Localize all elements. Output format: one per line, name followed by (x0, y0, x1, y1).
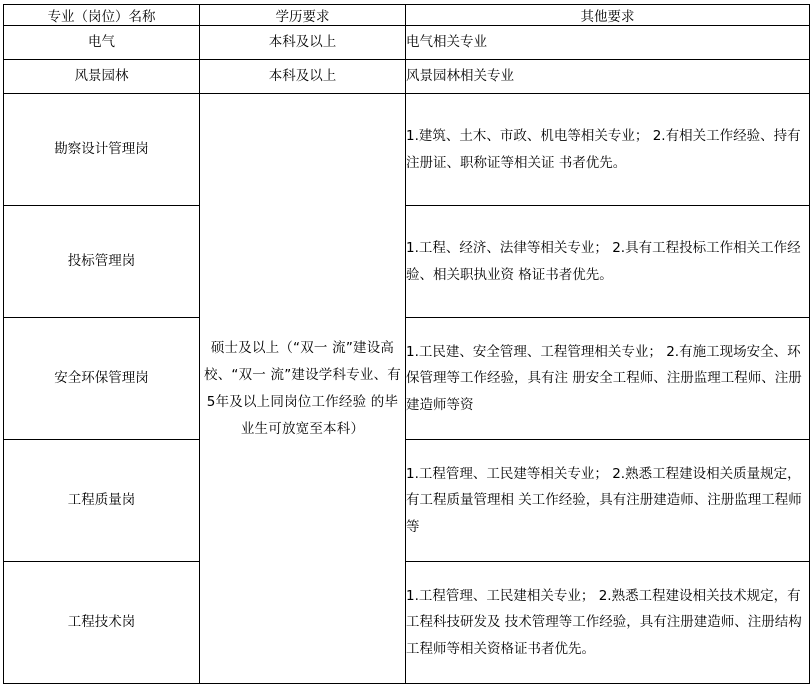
degree-line: 硕士及以上（“双一 (210, 339, 328, 356)
table-row (4, 318, 810, 440)
table-row (4, 94, 810, 206)
header-other: 其他要求 (406, 5, 810, 26)
cell-major: 勘察设计管理岗 (4, 94, 200, 206)
cell-other (406, 562, 810, 684)
cell-other (406, 440, 810, 562)
requirement-line: 工程师等相关资格证书者优先。 (406, 640, 595, 657)
header-major: 专业（岗位）名称 (4, 5, 200, 26)
degree-line: 流”建设高校、“双一 (204, 339, 395, 383)
table-row (4, 60, 810, 94)
cell-degree: 本科及以上 (200, 26, 406, 60)
requirement-line: 2.有施工现场安全、环保管理等工作经验，具有注 (406, 344, 801, 387)
table-header-row (4, 5, 810, 26)
requirement-line: 1.建筑、土木、市政、机电等相关专业； (406, 128, 649, 145)
requirement-line: 风景园林相关专业 (406, 68, 514, 85)
requirement-line: 2.有相关工作经验、持有注册证、职称证等相关证 (406, 128, 801, 171)
table-row (4, 440, 810, 562)
degree-line: 5年及以上同岗位工作经验 (206, 393, 367, 410)
cell-degree-merged (200, 94, 406, 684)
cell-major: 工程技术岗 (4, 562, 200, 684)
requirement-line: 电气相关专业 (406, 34, 487, 51)
requirements-table (3, 4, 810, 684)
cell-other (406, 318, 810, 440)
cell-other (406, 60, 810, 94)
requirement-line: 2.熟悉工程建设相关质量规定，有工程质量管理相 (406, 466, 801, 509)
cell-major: 电气 (4, 26, 200, 60)
requirement-line: 1.工程管理、工民建等相关专业； (406, 466, 608, 483)
requirement-line: 格证书者优先。 (518, 266, 613, 283)
cell-other (406, 26, 810, 60)
cell-other (406, 206, 810, 318)
requirement-line: 2.熟悉工程建设相关技术规定，有工程科技研发及 (406, 588, 801, 631)
requirement-line: 1.工民建、安全管理、工程管理相关专业； (406, 344, 662, 361)
cell-major: 工程质量岗 (4, 440, 200, 562)
table-row (4, 562, 810, 684)
requirement-line: 册安全工程师、注册监理工程师、注册建造师等资 (406, 370, 802, 413)
cell-major: 投标管理岗 (4, 206, 200, 318)
header-degree: 学历要求 (200, 5, 406, 26)
degree-line: 流”建设学科专业、有 (270, 366, 401, 383)
cell-other (406, 94, 810, 206)
requirement-line: 1.工程管理、工民建相关专业； (406, 588, 595, 605)
table-row (4, 26, 810, 60)
table-row (4, 206, 810, 318)
cell-degree: 本科及以上 (200, 60, 406, 94)
cell-major: 风景园林 (4, 60, 200, 94)
cell-major: 安全环保管理岗 (4, 318, 200, 440)
requirement-line: 1.工程、经济、法律等相关专业； (406, 240, 608, 257)
requirement-line: 关工作经验，具有注册建造师、注册监理工程师等 (406, 492, 802, 535)
requirement-line: 2.具有工程投标工作相关工作经验、相关职执业资 (406, 240, 801, 283)
requirement-line: 书者优先。 (558, 154, 627, 171)
document-page (0, 4, 811, 698)
requirement-line: 技术管理等工作经验，具有注册建造师、注册结构 (504, 614, 802, 631)
degree-line: 的毕业生可放宽至本科） (240, 393, 399, 437)
